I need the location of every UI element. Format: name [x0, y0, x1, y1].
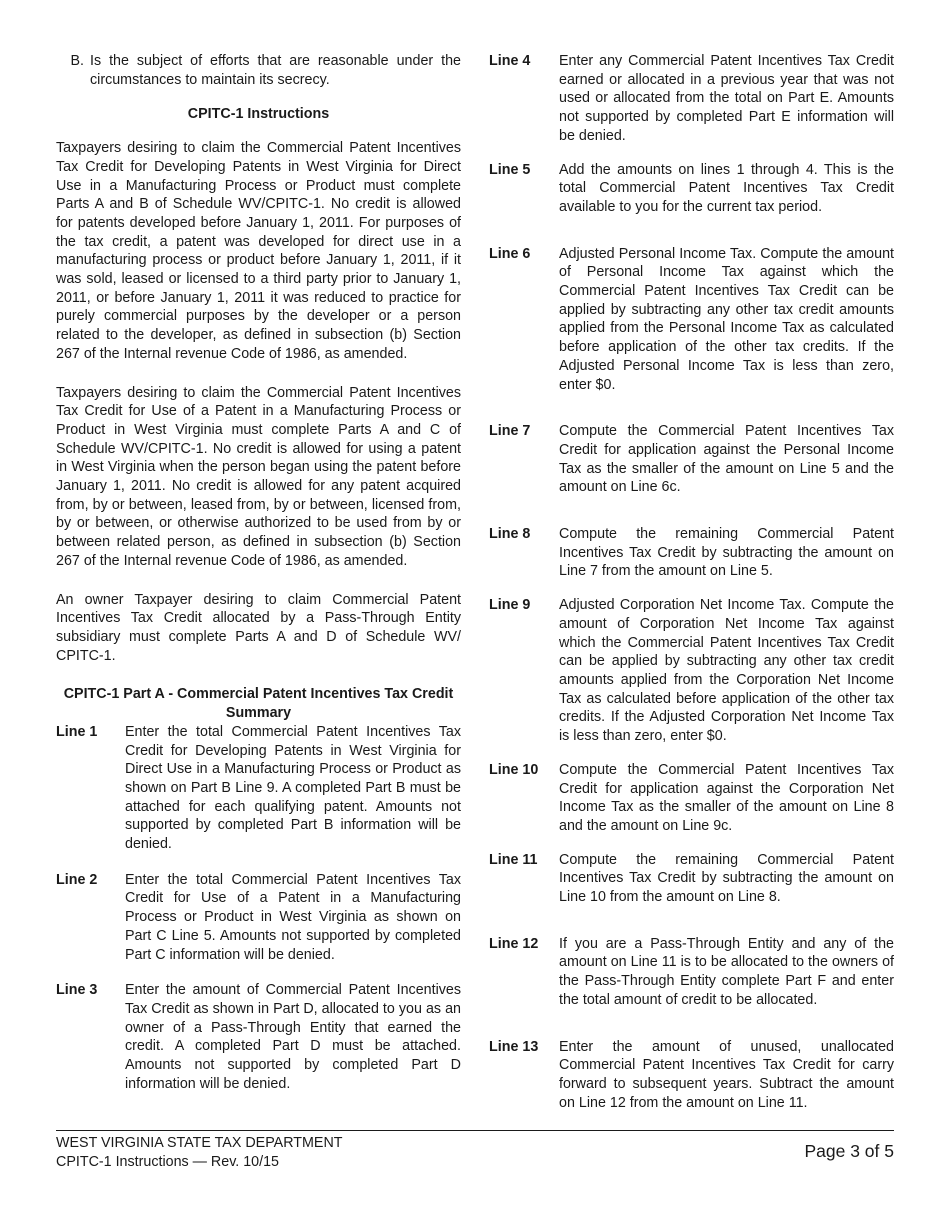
left-column	[56, 52, 461, 1093]
line-label: Line 13	[489, 1038, 539, 1055]
paragraph-pass-through-owner: An owner Taxpayer desiring to claim Commercial Patent Incentives Tax Credit allocated by a Pass-Through Entity subsidiary must complete Parts A and D of Schedule WV/ CPITC-1.	[56, 591, 461, 664]
line-label: Line 12	[489, 935, 539, 952]
instruction-line-11	[489, 851, 894, 907]
instruction-line-9	[489, 596, 894, 746]
footer-left	[56, 1134, 343, 1171]
line-label: Line 3	[56, 982, 98, 999]
paragraph-use-of-patent: Taxpayers desiring to claim the Commercial Patent Incentives Tax Credit for Use of a Patent in a Manufacturing Process or Product in West Virginia must complete Parts A and C of Schedule WV/CPITC-1. No credit is allowed for using a patent in West Virginia when the person began using the patent before January 1, 2011. No credit is allowed for any patent acquired from, by or between, leased from, by or between, licensed from, by or between, or otherwise authorized to be used from by or between related person, as defined in subsection (b) Section 267 of the Internal revenue Code of 1986, as amended.	[56, 384, 461, 569]
item-b-text: Is the subject of efforts that are reasonable under the circumstances to maintain its secrecy.	[90, 53, 461, 88]
instruction-line-5	[489, 161, 894, 217]
line-text: Compute the Commercial Patent Incentives Tax Credit for application against the Corporation Net Income Tax as the smaller of the amount on Line 8 and the amount on Line 9c.	[559, 761, 894, 834]
instruction-line-10	[489, 761, 894, 836]
instruction-line-7	[489, 422, 894, 497]
line-text: Adjusted Corporation Net Income Tax. Compute the amount of Corporation Net Income Tax against which the Commercial Patent Incentives Tax Credit can be applied by subtracting any other tax credit amounts applied from the Corporation Net Income Tax as calculated before application of the other tax credits. If the Adjusted Corporation Net Income Tax is less than zero, enter $0.	[559, 597, 894, 745]
line-label: Line 2	[56, 871, 98, 888]
page-number: Page 3 of 5	[804, 1141, 894, 1161]
right-column	[489, 52, 894, 1112]
line-text: Enter the amount of unused, unallocated Commercial Patent Incentives Tax Credit for carry forward to subsequent years. Subtract the amount on Line 12 from the amount on Line 11.	[559, 1038, 894, 1111]
instruction-line-3	[56, 981, 461, 1093]
line-text: Enter the amount of Commercial Patent Incentives Tax Credit as shown in Part D, allocated to you as an owner of a Pass-Through Entity that earned the credit. A completed Part D must be attached. Amounts not supported by completed Part D information will be denied.	[125, 982, 461, 1092]
line-text: Compute the remaining Commercial Patent Incentives Tax Credit by subtracting the amount on Line 7 from the amount on Line 5.	[559, 526, 894, 580]
instruction-line-6	[489, 245, 894, 395]
line-label: Line 5	[489, 161, 531, 178]
line-label: Line 1	[56, 723, 98, 740]
part-a-heading: CPITC-1 Part A - Commercial Patent Incentives Tax Credit Summary	[63, 686, 454, 722]
instruction-line-8	[489, 525, 894, 581]
line-text: Enter the total Commercial Patent Incentives Tax Credit for Use of a Patent in a Manufacturing Process or Product in West Virginia as shown on Part C Line 5. Amounts not supported by completed Part C information will be denied.	[125, 871, 461, 963]
line-label: Line 9	[489, 597, 531, 614]
line-label: Line 4	[489, 53, 531, 69]
line-text: If you are a Pass-Through Entity and any of the amount on Line 11 is to be allocated to the owners of the Pass-Through Entity complete Part F and enter the total amount of credit to be allocated.	[559, 935, 894, 1008]
line-text: Add the amounts on lines 1 through 4. This is the total Commercial Patent Incentives Tax Credit available to you for the current tax period.	[559, 161, 894, 215]
line-label: Line 7	[489, 423, 531, 440]
line-text: Enter any Commercial Patent Incentives Tax Credit earned or allocated in a previous year that was not used or allocated from the total on Part E. Amounts not supported by completed Part E information will be denied.	[559, 53, 894, 144]
instruction-line-12	[489, 935, 894, 1010]
line-text: Adjusted Personal Income Tax. Compute the amount of Personal Income Tax against which the Commercial Patent Incentives Tax Credit can be applied by subtracting any other tax credit amounts applied from the Personal Income Tax as calculated before application of the other tax credits. If the Adjusted Personal Income Tax is less than zero, enter $0.	[559, 245, 894, 393]
footer-form-revision: CPITC-1 Instructions — Rev. 10/15	[56, 1153, 280, 1170]
instruction-line-13	[489, 1038, 894, 1113]
line-label: Line 11	[489, 851, 538, 868]
footer-divider	[56, 1130, 894, 1131]
line-label: Line 10	[489, 761, 539, 778]
instruction-line-2	[56, 871, 461, 965]
item-b	[56, 52, 461, 89]
line-text: Compute the remaining Commercial Patent Incentives Tax Credit by subtracting the amount on Line 10 from the amount on Line 8.	[559, 851, 894, 906]
line-text: Enter the total Commercial Patent Incentives Tax Credit for Developing Patents in West Virginia for Direct Use in a Manufacturing Process or Product as shown on Part B Line 9. A completed Part B must be attached for each qualifying patent. Amounts not supported by completed Part B information will be denied.	[125, 723, 461, 853]
line-label: Line 8	[489, 526, 531, 543]
line-label: Line 6	[489, 245, 531, 262]
paragraph-developing-patents: Taxpayers desiring to claim the Commercial Patent Incentives Tax Credit for Developing Patents in West Virginia for Direct Use in a Manufacturing Process or Product must complete Parts A and B of Schedule WV/CPITC-1. No credit is allowed for patents developed before January 1, 2011. For purposes of the tax credit, a patent was developed for direct use in a manufacturing process or product before January 1, 2011, if it was sold, leased or licensed to a third party prior to January 1, 2011, or before January 1, 2011 it was reduced to practice for purely commercial purposes by the developer or a person related to the developer, as defined in subsection (b) Section 267 of the Internal revenue Code of 1986, as amended.	[56, 140, 461, 362]
line-text: Compute the Commercial Patent Incentives Tax Credit for application against the Personal Income Tax as the smaller of the amount on Line 5 and the amount on Line 6c.	[559, 423, 894, 496]
item-b-letter: B.	[70, 53, 84, 69]
instructions-heading: CPITC-1 Instructions	[187, 106, 330, 123]
instruction-line-1	[56, 723, 461, 854]
instruction-line-4	[489, 52, 894, 146]
footer-department: WEST VIRGINIA STATE TAX DEPARTMENT	[56, 1135, 343, 1151]
